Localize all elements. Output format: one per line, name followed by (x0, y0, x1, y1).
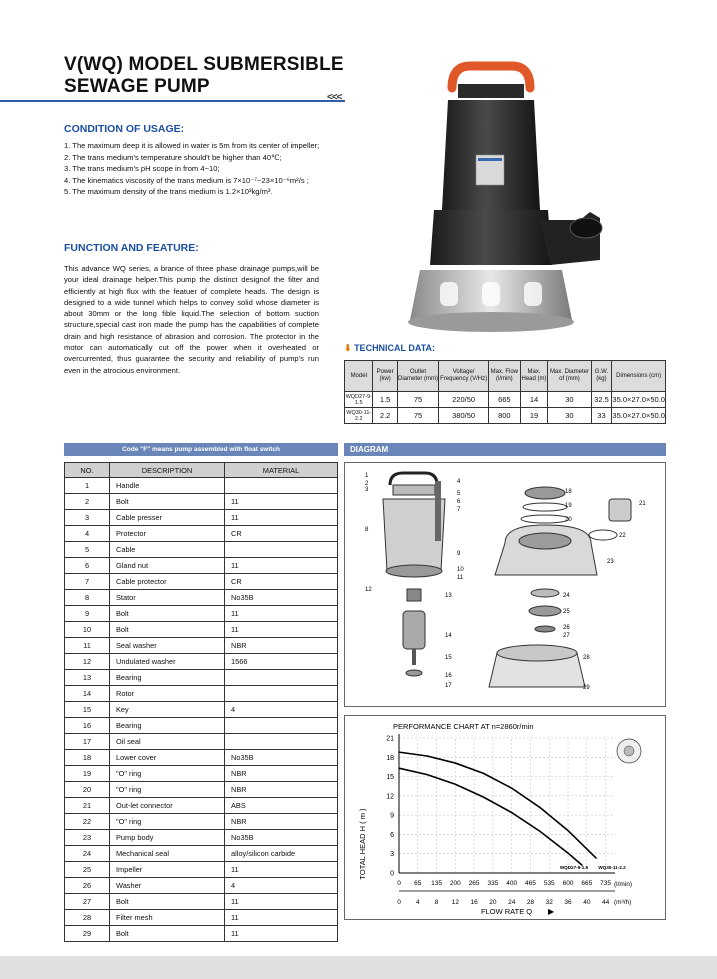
diagram-callout: 26 (563, 625, 570, 631)
chart-x-unit-m3h: (m³/h) (614, 899, 632, 906)
performance-chart-svg (345, 716, 665, 919)
parts-cell: Cable presser (110, 510, 225, 526)
parts-cell: 2 (65, 494, 110, 510)
technical-header-cell: Voltage/ Frequency (V/Hz) (439, 361, 489, 392)
table-row (65, 750, 338, 766)
parts-cell: Bolt (110, 494, 225, 510)
diagram-callout: 11 (457, 575, 464, 581)
technical-cell: 19 (520, 408, 548, 424)
chart-ytick-label: 21 (386, 735, 394, 743)
parts-cell (225, 686, 338, 702)
chart-xtick-m3h: 36 (564, 899, 572, 906)
chart-xtick-m3h: 8 (434, 899, 439, 906)
diagram-callout: 28 (583, 655, 590, 661)
chart-xtick-m3h: 28 (526, 899, 535, 906)
parts-cell: Pump body (110, 830, 225, 846)
parts-cell: No35B (225, 830, 338, 846)
pump-photo (400, 60, 630, 345)
table-row (65, 510, 338, 526)
parts-cell: 3 (65, 510, 110, 526)
chart-point (567, 852, 568, 853)
parts-cell: 5 (65, 542, 110, 558)
technical-header-cell: Max. Diameter of (mm) (548, 361, 591, 392)
parts-cell: 14 (65, 686, 110, 702)
parts-cell: ABS (225, 798, 338, 814)
parts-cell: Bolt (110, 926, 225, 942)
table-row (65, 766, 338, 782)
diagram-callout: 21 (639, 501, 646, 507)
parts-cell: Bearing (110, 718, 225, 734)
chart-xtick-m3h: 4 (415, 899, 420, 906)
diagram-callout: 29 (583, 685, 590, 691)
condition-item: 3. The trans medium's pH scope in from 4~10; (64, 164, 220, 173)
diagram-callout: 19 (565, 503, 572, 509)
parts-cell: 28 (65, 910, 110, 926)
parts-cell: 11 (225, 558, 338, 574)
parts-cell: 15 (65, 702, 110, 718)
parts-header-row (65, 463, 338, 478)
function-text: This advance WQ series, a brance of three phase drainage pumps,will be your ideal drainage helper.This pump the distinct designof the filter and efficiently at high flux with the featuer of complete heads. The design is designed to a wide tunnel which helps to convey solid whose diameter is about 30mm or the long fible liquid.The selection of bottom suction structure,special cast iron made the pump has the capabilities of complete drain and high resistance of abrasion and corrosion. The protector in the motor can automatically cut off the power when it overheated or overcurrented, thus guarantee the security and reliability of pump's run even in the atrocious environment. (64, 264, 319, 375)
table-row (65, 638, 338, 654)
diagram-callout: 10 (457, 567, 464, 573)
parts-cell (225, 734, 338, 750)
parts-cell (225, 542, 338, 558)
table-row (65, 702, 338, 718)
table-row (65, 910, 338, 926)
parts-cell: Rotor (110, 686, 225, 702)
parts-cell: 26 (65, 878, 110, 894)
parts-cell: Lower cover (110, 750, 225, 766)
chart-xtick-m3h: 12 (451, 899, 459, 906)
parts-cell: Oil seal (110, 734, 225, 750)
parts-cell: 17 (65, 734, 110, 750)
chart-xtick-lmin: 265 (468, 880, 480, 887)
chart-x-unit-lmin: (l/min) (614, 881, 633, 888)
table-row (65, 686, 338, 702)
parts-header-cell: MATERIAL (225, 463, 338, 478)
parts-cell: Impeller (110, 862, 225, 878)
table-row (65, 574, 338, 590)
parts-cell (225, 670, 338, 686)
parts-cell: 11 (225, 910, 338, 926)
technical-cell: 75 (397, 392, 438, 408)
technical-header-cell: Model (345, 361, 373, 392)
parts-table (64, 462, 338, 942)
parts-cell: NBR (225, 782, 338, 798)
table-row (65, 654, 338, 670)
chart-series-label: WQ30-11-2.2 (598, 865, 626, 870)
technical-cell: 30 (548, 392, 591, 408)
parts-cell: Undulated washer (110, 654, 225, 670)
condition-heading: CONDITION OF USAGE: (64, 123, 185, 135)
chart-point (511, 812, 512, 813)
chart-xtick-lmin: 65 (414, 880, 422, 887)
condition-item: 5. The maximum density of the trans medium is 1.2×10³kg/m³. (64, 187, 273, 196)
chart-xtick-lmin: 0 (397, 880, 401, 887)
parts-cell: 13 (65, 670, 110, 686)
arrow-down-icon: ⬇ (344, 343, 352, 353)
parts-cell: Handle (110, 478, 225, 494)
technical-cell: 2.2 (373, 408, 397, 424)
parts-cell: 23 (65, 830, 110, 846)
parts-cell: 10 (65, 622, 110, 638)
chart-point (398, 752, 399, 753)
function-heading: FUNCTION AND FEATURE: (64, 242, 199, 254)
parts-cell: 11 (225, 622, 338, 638)
chart-xtick-lmin: 535 (543, 880, 555, 887)
chart-point (567, 830, 568, 831)
chart-point (455, 784, 456, 785)
parts-cell: No35B (225, 590, 338, 606)
chart-xtick-m3h: 40 (583, 899, 591, 906)
parts-cell: NBR (225, 638, 338, 654)
technical-cell: WQ30-11-2.2 (346, 409, 372, 422)
parts-cell: alloy/silicon carbide (225, 846, 338, 862)
chart-point (483, 773, 484, 774)
condition-item: 4. The kinematics viscosity of the trans medium is 7×10⁻⁷~23×10⁻⁶m²/s ; (64, 175, 309, 185)
chart-ytick-label: 9 (390, 812, 394, 820)
parts-cell: NBR (225, 814, 338, 830)
table-row (65, 814, 338, 830)
table-row (65, 926, 338, 942)
title-line-2: SEWAGE PUMP (64, 76, 210, 97)
parts-header-cell: NO. (65, 463, 110, 478)
parts-cell: 8 (65, 590, 110, 606)
table-row (65, 734, 338, 750)
parts-cell: No35B (225, 750, 338, 766)
chart-ytick-label: 12 (386, 793, 394, 801)
parts-cell: Stator (110, 590, 225, 606)
diagram-callout: 4 (457, 479, 461, 485)
technical-header-cell: Power (kw) (373, 361, 397, 392)
parts-cell: 24 (65, 846, 110, 862)
table-row (65, 478, 338, 494)
chart-xtick-lmin: 335 (487, 880, 499, 887)
title-underline (0, 100, 345, 102)
chart-ytick-label: 3 (390, 851, 394, 859)
table-row (65, 894, 338, 910)
diagram-callout: 14 (445, 633, 452, 639)
parts-cell: "O" ring (110, 814, 225, 830)
table-row (65, 782, 338, 798)
table-row (65, 542, 338, 558)
chart-xtick-m3h: 32 (545, 899, 553, 906)
parts-cell: 25 (65, 862, 110, 878)
diagram-heading: DIAGRAM (344, 443, 666, 456)
parts-cell: 11 (225, 606, 338, 622)
technical-cell: 30 (548, 408, 591, 424)
table-row (65, 846, 338, 862)
parts-cell: 12 (65, 654, 110, 670)
parts-cell: 11 (225, 510, 338, 526)
technical-cell: 220/50 (439, 392, 489, 408)
diagram-callout: 24 (563, 593, 570, 599)
parts-cell: Mechanical seal (110, 846, 225, 862)
chevron-left-icon: <<< (327, 92, 342, 103)
technical-cell: WQD27-9-1.5 (345, 393, 372, 406)
technical-cell: 35.0×27.0×50.0 (612, 408, 666, 424)
diagram-callout: 1 (365, 473, 369, 479)
chart-point (539, 831, 540, 832)
parts-cell: "O" ring (110, 782, 225, 798)
diagram-callout: 8 (365, 527, 369, 533)
parts-cell: 19 (65, 766, 110, 782)
parts-cell: 11 (225, 862, 338, 878)
table-row (65, 606, 338, 622)
parts-cell: 20 (65, 782, 110, 798)
table-row (65, 878, 338, 894)
triangle-right-icon: ▶ (548, 907, 555, 916)
technical-header-cell: Max. Flow (l/min) (488, 361, 520, 392)
chart-xtick-m3h: 24 (508, 899, 516, 906)
parts-cell: 22 (65, 814, 110, 830)
diagram-callout: 25 (563, 609, 570, 615)
table-row (65, 862, 338, 878)
parts-cell: NBR (225, 766, 338, 782)
chart-ylabel: TOTAL HEAD H ( m ) (358, 808, 367, 880)
chart-ytick-label: 6 (390, 831, 394, 839)
diagram-callout: 12 (365, 587, 372, 593)
diagram-callout: 23 (607, 559, 614, 565)
performance-chart (344, 715, 666, 920)
impeller-hub-icon (624, 746, 634, 756)
diagram-callout: 7 (457, 507, 461, 513)
technical-cell: 32.5 (591, 392, 612, 408)
footer-bar (0, 956, 717, 979)
table-row (65, 718, 338, 734)
parts-cell: 29 (65, 926, 110, 942)
chart-ytick-label: 18 (386, 754, 394, 762)
chart-point (455, 762, 456, 763)
chart-title: PERFORMANCE CHART AT n=2860r/min (393, 722, 534, 731)
diagram-callout: 17 (445, 683, 452, 689)
table-row (65, 526, 338, 542)
technical-data-table (344, 360, 666, 424)
parts-cell: Protector (110, 526, 225, 542)
parts-cell: 6 (65, 558, 110, 574)
condition-item: 2. The trans medium's temperature should't be higher than 40℃; (64, 152, 282, 162)
chart-point (427, 755, 428, 756)
table-row (65, 798, 338, 814)
chart-xtick-lmin: 135 (431, 880, 442, 887)
technical-header-cell: Dimensions (cm) (612, 361, 666, 392)
exploded-diagram (344, 462, 666, 707)
chart-point (427, 774, 428, 775)
parts-cell: Seal washer (110, 638, 225, 654)
chart-xtick-lmin: 735 (600, 880, 612, 887)
parts-cell: 4 (65, 526, 110, 542)
parts-cell: 1566 (225, 654, 338, 670)
page-title (64, 54, 344, 98)
technical-cell: 35.0×27.0×50.0 (612, 392, 666, 408)
parts-cell: 18 (65, 750, 110, 766)
technical-cell: 665 (488, 392, 520, 408)
parts-cell: 9 (65, 606, 110, 622)
technical-cell: 800 (488, 408, 520, 424)
table-row (65, 558, 338, 574)
diagram-callout: 6 (457, 499, 461, 505)
chart-ytick-label: 15 (386, 774, 394, 782)
parts-cell: Washer (110, 878, 225, 894)
parts-cell: Key (110, 702, 225, 718)
technical-header-cell: Max. Head (m) (520, 361, 548, 392)
chart-xtick-lmin: 465 (525, 880, 536, 887)
diagram-callout: 2 (365, 481, 369, 487)
diagram-callout: 5 (457, 491, 461, 497)
diagram-callout: 22 (619, 533, 626, 539)
parts-cell: 11 (65, 638, 110, 654)
chart-point (398, 768, 399, 769)
parts-cell: 27 (65, 894, 110, 910)
chart-series-line (399, 768, 582, 865)
diagram-callout: 13 (445, 593, 452, 599)
code-note-bar: Code "F" means pump assembled with float switch (64, 443, 338, 456)
parts-cell: "O" ring (110, 766, 225, 782)
chart-xtick-lmin: 400 (506, 880, 518, 887)
technical-cell: 380/50 (439, 408, 489, 424)
technical-cell: 75 (397, 408, 438, 424)
chart-point (596, 858, 597, 859)
parts-cell: 11 (225, 926, 338, 942)
technical-row (345, 408, 666, 424)
diagram-callout: 27 (563, 633, 570, 639)
condition-list (64, 140, 354, 198)
diagram-callout: 3 (365, 487, 369, 493)
parts-cell: Filter mesh (110, 910, 225, 926)
diagram-callout: 20 (565, 517, 572, 523)
technical-cell: 33 (591, 408, 612, 424)
technical-cell: 14 (520, 392, 548, 408)
title-line-1: V(WQ) MODEL SUBMERSIBLE (64, 54, 344, 75)
chart-xlabel: FLOW RATE Q (481, 907, 533, 916)
diagram-callout: 18 (565, 489, 572, 495)
technical-header-cell: Outlet Diameter (mm) (397, 361, 438, 392)
technical-data-heading: ⬇ TECHNICAL DATA: (344, 343, 436, 353)
parts-cell: 11 (225, 894, 338, 910)
technical-header-row (345, 361, 666, 392)
parts-cell: Cable protector (110, 574, 225, 590)
parts-cell: Bolt (110, 606, 225, 622)
diagram-callout: 15 (445, 655, 452, 661)
parts-cell: 4 (225, 878, 338, 894)
parts-cell: 11 (225, 494, 338, 510)
parts-header-cell: DESCRIPTION (110, 463, 225, 478)
table-row (65, 622, 338, 638)
parts-cell (225, 718, 338, 734)
parts-cell: 1 (65, 478, 110, 494)
chart-xtick-m3h: 0 (397, 899, 401, 906)
exploded-diagram-drawing (345, 463, 665, 706)
parts-cell: 4 (225, 702, 338, 718)
parts-cell: 21 (65, 798, 110, 814)
chart-series-label: WQD27-9-1.5 (559, 865, 589, 870)
parts-cell: Out-let connector (110, 798, 225, 814)
table-row (65, 830, 338, 846)
chart-xtick-m3h: 44 (601, 899, 610, 906)
parts-cell: Bearing (110, 670, 225, 686)
chart-xtick-lmin: 200 (449, 880, 461, 887)
condition-item: 1. The maximum deep it is allowed in water is 5m from its center of impeller; (64, 141, 320, 150)
technical-cell: 1.5 (373, 392, 397, 408)
parts-cell: CR (225, 526, 338, 542)
parts-cell: Bolt (110, 894, 225, 910)
technical-header-cell: G.W. (kg) (591, 361, 612, 392)
table-row (65, 670, 338, 686)
diagram-callout: 9 (457, 551, 461, 557)
parts-cell: CR (225, 574, 338, 590)
table-row (65, 494, 338, 510)
parts-cell: Gland nut (110, 558, 225, 574)
diagram-callout: 16 (445, 673, 452, 679)
chart-xtick-lmin: 665 (581, 880, 593, 887)
parts-cell: Bolt (110, 622, 225, 638)
parts-cell (225, 478, 338, 494)
chart-xtick-m3h: 20 (489, 899, 497, 906)
table-row (65, 590, 338, 606)
chart-ytick-label: 0 (390, 870, 394, 878)
parts-cell: 16 (65, 718, 110, 734)
parts-cell: 7 (65, 574, 110, 590)
parts-cell: Cable (110, 542, 225, 558)
chart-xtick-m3h: 16 (470, 899, 478, 906)
technical-row (345, 392, 666, 408)
chart-point (511, 788, 512, 789)
chart-xtick-lmin: 600 (562, 880, 574, 887)
chart-point (539, 807, 540, 808)
chart-point (483, 797, 484, 798)
